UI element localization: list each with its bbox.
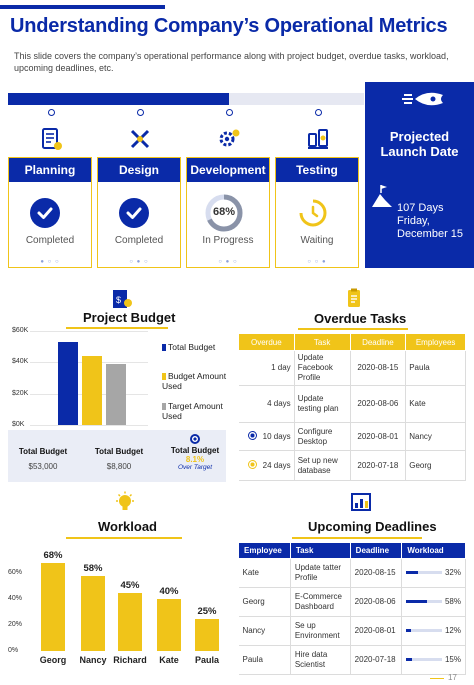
workload-cell	[402, 617, 466, 646]
budget-bar	[82, 356, 102, 425]
page-title: Understanding Company’s Operational Metrics	[10, 15, 448, 37]
deadlines-title: Upcoming Deadlines	[308, 519, 437, 534]
workload-bar	[195, 619, 219, 652]
employee-cell: Paula	[406, 351, 466, 386]
phase-progress-track	[8, 93, 364, 105]
y-tick-label: 40%	[8, 595, 23, 602]
workload-value: 12%	[444, 626, 461, 635]
workload-bar	[406, 629, 442, 632]
title-accent-bar	[0, 5, 165, 9]
task-cell: Update Facebook Profile	[294, 351, 350, 386]
column-header: Task	[294, 334, 350, 351]
phase-card-development	[186, 157, 270, 268]
table-row	[239, 588, 466, 617]
overdue-table	[238, 333, 466, 481]
legend-swatch	[162, 403, 166, 410]
deadline-cell: 2020-07-18	[350, 646, 402, 675]
launch-panel	[365, 82, 474, 268]
workload-bar	[41, 563, 65, 651]
overdue-value: 10 days	[262, 432, 291, 441]
task-cell: Se up Environment	[290, 617, 350, 646]
calendar-chart-icon	[350, 491, 372, 513]
workload-bar	[406, 571, 442, 574]
workload-bar	[81, 576, 105, 651]
workload-value-label: 58%	[83, 562, 103, 574]
phase-card-testing	[275, 157, 359, 268]
employee-cell: Nancy	[406, 423, 466, 451]
workload-bar-fill	[406, 600, 427, 603]
pager-dots-icon: ○ ● ○	[218, 259, 238, 265]
employee-cell: Paula	[239, 646, 291, 675]
overdue-cell	[239, 423, 295, 451]
phase-status: Completed	[25, 235, 75, 246]
workload-bar-fill	[406, 629, 410, 632]
phase-card-design	[97, 157, 181, 268]
overdue-title: Overdue Tasks	[314, 311, 407, 326]
phase-label: Development	[187, 158, 269, 182]
overdue-cell: 4 days	[239, 386, 295, 423]
budget-bar	[58, 342, 78, 425]
column-header: Overdue	[239, 334, 295, 351]
legend-swatch	[162, 344, 166, 351]
legend-item	[162, 401, 234, 421]
overdue-title-rule	[298, 328, 408, 330]
workload-cell	[402, 559, 466, 588]
phase-dot	[315, 109, 322, 116]
launch-title: Projected Launch Date	[380, 129, 459, 159]
budget-summary-label: Total Budget	[170, 446, 220, 455]
legend-label: Target Amount Used	[162, 401, 223, 421]
phase-label: Planning	[9, 158, 91, 182]
workload-value: 32%	[444, 568, 461, 577]
workload-bar	[406, 600, 442, 603]
progress-ring	[203, 192, 245, 234]
budget-summary-label: Total Budget	[18, 447, 68, 456]
workload-category-label: Kate	[159, 655, 179, 665]
legend-label: Total Budget	[168, 342, 216, 352]
workload-value-label: 25%	[197, 605, 217, 617]
legend-item	[162, 342, 215, 352]
phase-dot	[137, 109, 144, 116]
workload-value-label: 45%	[120, 579, 140, 591]
climber-icon	[371, 182, 393, 208]
workload-category-label: Richard	[113, 655, 147, 665]
table-row	[239, 646, 466, 675]
y-tick-label: $60K	[12, 327, 29, 334]
pager-dots-icon: ● ○ ○	[40, 259, 60, 265]
workload-cell	[402, 646, 466, 675]
y-tick-label: 20%	[8, 621, 23, 628]
employee-cell: Kate	[406, 386, 466, 423]
deadline-cell: 2020-08-06	[350, 386, 406, 423]
page-number: 17	[448, 673, 457, 682]
workload-category-label: Georg	[39, 655, 67, 665]
workload-value: 15%	[444, 655, 461, 664]
footer-rule	[430, 678, 444, 679]
deadline-cell: 2020-07-18	[350, 451, 406, 481]
task-cell: Update tatter Profile	[290, 559, 350, 588]
budget-summary-item	[12, 447, 74, 471]
employee-cell: Georg	[406, 451, 466, 481]
workload-bar	[118, 593, 142, 652]
page-subtitle: This slide covers the company’s operational performance along with project budget, overdue tasks, workload, upcoming deadlines, etc.	[14, 51, 449, 73]
phase-status: Waiting	[300, 235, 334, 246]
budget-summary-note: Over Target	[177, 464, 213, 471]
svg-text:$: $	[116, 295, 122, 305]
legend-label: Budget Amount Used	[162, 371, 227, 391]
deadline-cell: 2020-08-01	[350, 423, 406, 451]
budget-summary-item	[88, 447, 150, 471]
phase-dot	[48, 109, 55, 116]
launch-date: 107 Days Friday, December 15	[397, 202, 464, 240]
status-dot-icon	[248, 431, 257, 440]
table-row	[239, 386, 466, 423]
workload-cell	[402, 588, 466, 617]
budget-summary-panel	[8, 430, 226, 482]
deadlines-title-rule	[292, 537, 422, 539]
overdue-value: 24 days	[262, 461, 291, 470]
pager-dots-icon: ○ ● ○	[129, 259, 149, 265]
column-header: Employee	[239, 543, 291, 559]
lightbulb-icon	[114, 491, 136, 513]
deadline-cell: 2020-08-06	[350, 588, 402, 617]
task-cell: Hire data Scientist	[290, 646, 350, 675]
column-header: Workload	[402, 543, 466, 559]
overdue-cell: 1 day	[239, 351, 295, 386]
y-tick-label: 0%	[8, 647, 19, 654]
column-header: Deadline	[350, 334, 406, 351]
rocket-icon	[401, 86, 447, 112]
employee-cell: Georg	[239, 588, 291, 617]
workload-title: Workload	[98, 519, 157, 534]
table-row	[239, 617, 466, 646]
clipboard-icon	[343, 287, 365, 309]
gridline	[30, 331, 148, 332]
pager-dots-icon: ○ ○ ●	[307, 259, 327, 265]
task-cell: Configure Desktop	[294, 423, 350, 451]
budget-document-icon	[111, 288, 133, 310]
workload-bar	[406, 658, 442, 661]
design-tools-icon	[127, 126, 153, 152]
workload-category-label: Nancy	[79, 655, 107, 665]
column-header: Task	[290, 543, 350, 559]
gridline	[30, 425, 148, 426]
budget-summary-value: 8.1%	[185, 455, 205, 464]
workload-category-label: Paula	[194, 655, 219, 665]
legend-swatch	[162, 373, 166, 380]
table-row	[239, 559, 466, 588]
deadline-cell: 2020-08-01	[350, 617, 402, 646]
phase-label: Testing	[276, 158, 358, 182]
employee-cell: Kate	[239, 559, 291, 588]
workload-bar-fill	[406, 571, 418, 574]
y-tick-label: $20K	[12, 389, 29, 397]
checkmark-icon	[30, 198, 60, 228]
checkmark-icon	[119, 198, 149, 228]
task-cell: E-Commerce Dashboard	[290, 588, 350, 617]
workload-bar-fill	[406, 658, 411, 661]
task-cell: Update testing plan	[294, 386, 350, 423]
deadline-cell: 2020-08-15	[350, 351, 406, 386]
budget-bar	[106, 364, 126, 425]
table-row	[239, 351, 466, 386]
y-tick-label: $0K	[12, 421, 25, 428]
legend-item	[162, 371, 234, 391]
budget-summary-value: $53,000	[28, 462, 58, 471]
testing-icon	[305, 126, 331, 152]
column-header: Deadline	[350, 543, 402, 559]
phase-progress-fill	[8, 93, 229, 105]
employee-cell: Nancy	[239, 617, 291, 646]
workload-value: 58%	[444, 597, 461, 606]
workload-bar	[157, 599, 181, 651]
progress-ring-label: 68%	[212, 206, 236, 218]
gears-icon	[216, 126, 242, 152]
workload-value-label: 40%	[159, 586, 179, 597]
budget-title-rule	[66, 327, 168, 329]
table-row	[239, 423, 466, 451]
column-header: Employees	[406, 334, 466, 351]
target-icon	[190, 434, 200, 444]
overdue-cell	[239, 451, 295, 481]
phase-status: In Progress	[202, 235, 254, 246]
workload-title-rule	[66, 537, 182, 539]
phase-dot	[226, 109, 233, 116]
phase-status: Completed	[114, 235, 164, 246]
status-dot-icon	[248, 460, 257, 469]
phase-label: Design	[98, 158, 180, 182]
budget-summary-item	[164, 434, 226, 471]
budget-summary-label: Total Budget	[94, 447, 144, 456]
deadline-cell: 2020-08-15	[350, 559, 402, 588]
deadlines-table	[238, 542, 466, 675]
waiting-icon	[298, 198, 328, 228]
budget-title: Project Budget	[83, 310, 176, 325]
table-row	[239, 451, 466, 481]
y-tick-label: $40K	[12, 358, 29, 366]
document-icon	[38, 126, 64, 152]
task-cell: Set up new database	[294, 451, 350, 481]
budget-summary-value: $8,800	[106, 462, 132, 471]
y-tick-label: 60%	[8, 569, 23, 576]
workload-value-label: 68%	[43, 549, 63, 561]
phase-card-planning	[8, 157, 92, 268]
